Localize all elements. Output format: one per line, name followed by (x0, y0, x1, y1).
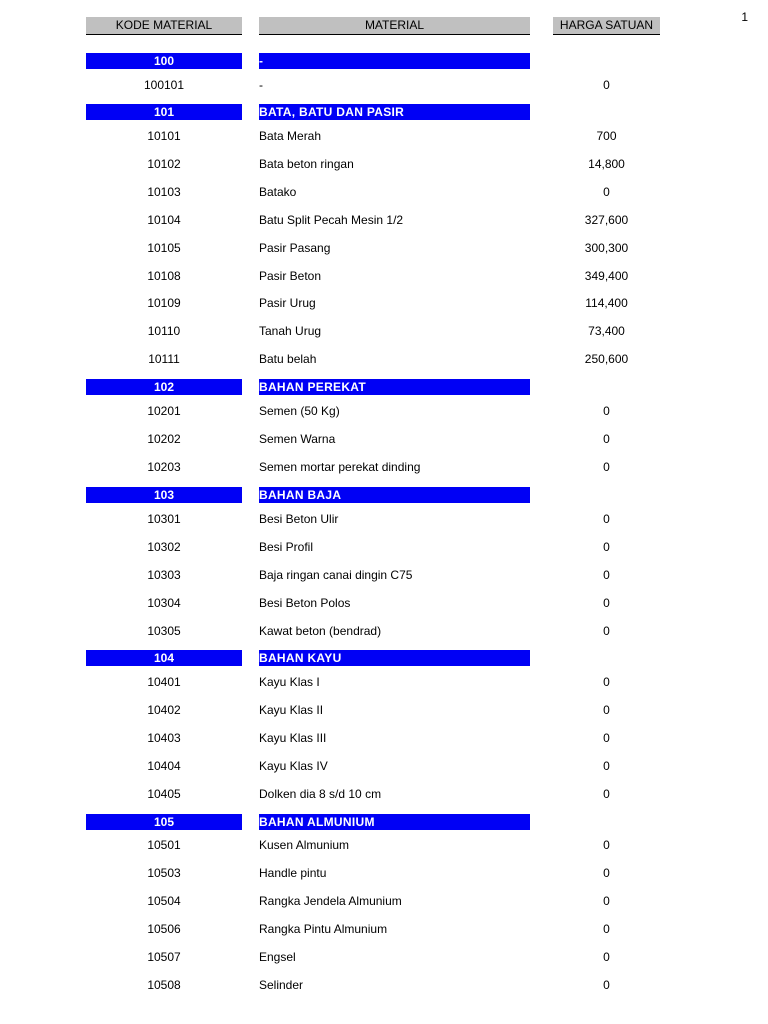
unit-price: 0 (603, 866, 610, 880)
group-header-row (0, 53, 768, 69)
material-name: Semen (50 Kg) (259, 404, 340, 418)
material-code: 10101 (147, 129, 181, 143)
material-name: Bata Merah (259, 129, 322, 143)
material-name: Kawat beton (bendrad) (259, 624, 382, 638)
unit-price: 0 (603, 460, 610, 474)
material-code: 10507 (147, 950, 181, 964)
header-code: KODE MATERIAL (86, 17, 242, 35)
header-material: MATERIAL (259, 17, 530, 35)
unit-price: 0 (603, 432, 610, 446)
table-row (0, 915, 768, 943)
unit-price: 114,400 (585, 296, 628, 310)
material-code: 10402 (147, 703, 181, 717)
group-code: 104 (86, 650, 242, 666)
table-row (0, 696, 768, 724)
unit-price: 0 (603, 787, 610, 801)
material-name: Besi Beton Ulir (259, 512, 339, 526)
unit-price: 0 (603, 731, 610, 745)
table-row (0, 668, 768, 696)
material-code: 10301 (147, 512, 181, 526)
group-name: BAHAN KAYU (259, 650, 530, 666)
unit-price: 0 (603, 950, 610, 964)
unit-price: 327,600 (584, 213, 629, 227)
table-row (0, 589, 768, 617)
table-row (0, 122, 768, 150)
material-name: Kusen Almunium (259, 838, 350, 852)
table-row (0, 859, 768, 887)
unit-price: 0 (603, 185, 610, 199)
material-name: Handle pintu (259, 866, 327, 880)
group-code: 105 (86, 814, 242, 830)
material-code: 10305 (147, 624, 181, 638)
table-row (0, 262, 768, 290)
material-name: Batu Split Pecah Mesin 1/2 (259, 213, 404, 227)
unit-price: 0 (603, 540, 610, 554)
table-row (0, 150, 768, 178)
material-code: 10404 (147, 759, 181, 773)
table-row (0, 234, 768, 262)
material-code: 10403 (147, 731, 181, 745)
table-row (0, 561, 768, 589)
group-name: BAHAN PEREKAT (259, 379, 530, 395)
unit-price: 0 (603, 596, 610, 610)
table-row (0, 178, 768, 206)
material-name: Selinder (259, 978, 304, 992)
table-row (0, 317, 768, 345)
unit-price: 73,400 (588, 324, 625, 338)
material-code: 10103 (147, 185, 181, 199)
material-code: 10203 (147, 460, 181, 474)
material-code: 10304 (147, 596, 181, 610)
material-name: Pasir Beton (259, 269, 322, 283)
material-code: 10401 (147, 675, 181, 689)
group-header-row (0, 814, 768, 830)
page-number: 1 (741, 10, 748, 24)
material-name: Besi Beton Polos (259, 596, 351, 610)
table-row (0, 617, 768, 645)
table-row (0, 780, 768, 808)
material-code: 10104 (147, 213, 181, 227)
material-code: 100101 (143, 78, 185, 92)
material-code: 10503 (147, 866, 181, 880)
material-name: Kayu Klas IV (259, 759, 328, 773)
unit-price: 0 (603, 922, 610, 936)
unit-price: 0 (603, 675, 610, 689)
group-name: BAHAN BAJA (259, 487, 530, 503)
material-name: Baja ringan canai dingin C75 (259, 568, 413, 582)
group-header-row (0, 104, 768, 120)
table-row (0, 71, 768, 99)
group-name: BAHAN ALMUNIUM (259, 814, 530, 830)
group-header-row (0, 487, 768, 503)
header-price: HARGA SATUAN (553, 17, 660, 35)
group-name: - (259, 53, 530, 69)
material-code: 10111 (148, 352, 180, 366)
table-row (0, 206, 768, 234)
table-row (0, 943, 768, 971)
table-row (0, 831, 768, 859)
unit-price: 0 (603, 759, 610, 773)
table-row (0, 453, 768, 481)
material-name: Dolken dia 8 s/d 10 cm (259, 787, 382, 801)
unit-price: 0 (603, 703, 610, 717)
table-row (0, 724, 768, 752)
unit-price: 0 (603, 624, 610, 638)
material-code: 10501 (147, 838, 181, 852)
unit-price: 250,600 (584, 352, 629, 366)
table-row (0, 397, 768, 425)
material-code: 10302 (147, 540, 181, 554)
material-code: 10506 (147, 922, 181, 936)
unit-price: 14,800 (588, 157, 625, 171)
unit-price: 0 (603, 404, 610, 418)
material-name: Kayu Klas III (259, 731, 327, 745)
material-name: Besi Profil (259, 540, 314, 554)
group-header-row (0, 650, 768, 666)
material-code: 10303 (147, 568, 181, 582)
material-name: Semen Warna (259, 432, 336, 446)
table-row (0, 345, 768, 373)
group-name: BATA, BATU DAN PASIR (259, 104, 530, 120)
material-name: Pasir Urug (259, 296, 316, 310)
material-name: Batako (259, 185, 297, 199)
material-name: Rangka Jendela Almunium (259, 894, 402, 908)
table-row (0, 505, 768, 533)
material-name: Engsel (259, 950, 296, 964)
group-code: 102 (86, 379, 242, 395)
material-code: 10405 (147, 787, 181, 801)
material-code: 10202 (147, 432, 181, 446)
material-code: 10504 (147, 894, 181, 908)
unit-price: 0 (603, 838, 610, 852)
unit-price: 0 (603, 78, 610, 92)
unit-price: 700 (596, 129, 617, 143)
material-name: Pasir Pasang (259, 241, 331, 255)
material-name: - (259, 78, 263, 92)
material-name: Kayu Klas I (259, 675, 320, 689)
material-name: Kayu Klas II (259, 703, 324, 717)
material-name: Bata beton ringan (259, 157, 354, 171)
group-code: 101 (86, 104, 242, 120)
table-row (0, 425, 768, 453)
group-header-row (0, 379, 768, 395)
material-code: 10105 (147, 241, 181, 255)
material-code: 10201 (147, 404, 181, 418)
table-row (0, 971, 768, 999)
material-code: 10108 (147, 269, 181, 283)
group-code: 103 (86, 487, 242, 503)
unit-price: 0 (603, 978, 610, 992)
group-code: 100 (86, 53, 242, 69)
unit-price: 0 (603, 512, 610, 526)
material-code: 10508 (147, 978, 181, 992)
unit-price: 0 (603, 894, 610, 908)
material-code: 10102 (147, 157, 181, 171)
material-name: Semen mortar perekat dinding (259, 460, 421, 474)
unit-price: 349,400 (584, 269, 629, 283)
material-code: 10109 (147, 296, 181, 310)
unit-price: 300,300 (584, 241, 629, 255)
material-code: 10110 (147, 324, 181, 338)
table-row (0, 533, 768, 561)
table-row (0, 289, 768, 317)
material-name: Rangka Pintu Almunium (259, 922, 388, 936)
table-row (0, 752, 768, 780)
unit-price: 0 (603, 568, 610, 582)
material-name: Batu belah (259, 352, 317, 366)
table-row (0, 887, 768, 915)
material-name: Tanah Urug (259, 324, 322, 338)
